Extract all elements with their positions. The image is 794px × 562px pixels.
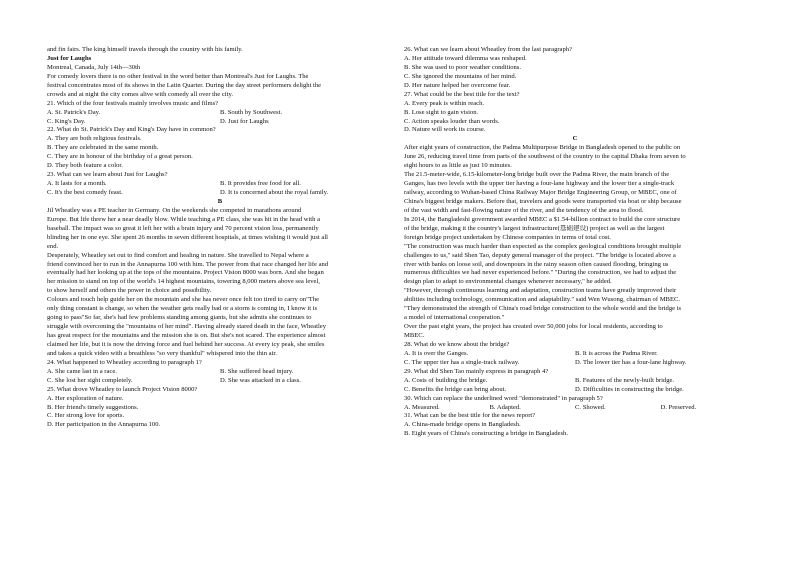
text-line: Colours and touch help guide her on the mountain and she has never once felt too tired to carry on"The [47,296,320,304]
answer-option: D. Preserved. [660,403,697,411]
text-line: of the vast width and fast-flowing nature of the river, and the tendency of the area to flood. [404,206,644,214]
text-line: D. Her participation in the Annapurna 100. [47,421,161,429]
answer-option: A. It lasts for a month. [47,180,107,188]
answer-option: B. It provides free food for all. [220,180,301,188]
text-line: friend convinced her to run in the Annapurna 100 with him. The power from that race changed her life and [47,260,329,268]
text-line: a model of international cooperation." [404,314,505,322]
text-line: abilities including technology, communication and adaptability." said Wen Wusong, chairman of MBEC. [404,296,681,304]
text-line: going to pass"So far, she's had few problems standing among giants, but she admits she continues to [47,314,312,322]
text-line: D. Nature will work its course. [404,126,486,134]
text-line: 26. What can we learn about Wheatley from the last paragraph? [404,46,573,53]
text-line: 29. What did Shen Tao mainly express in paragraph 4? [404,367,549,375]
text-line: A. Every peak is within reach. [404,99,485,107]
text-line: and fin fairs. The king himself travels through the country with his family. [47,46,243,53]
text-line: Ganges, has two levels with the upper tier having a four-lane highway and the lower tier a single-track [404,180,675,188]
answer-options-row [47,118,393,127]
answer-option: C. It's the best comedy feast. [47,189,123,196]
text-line: has great respect for the mountains and the mission she is on. But she's not scared. The experience almost [47,332,326,339]
answer-options-row [47,189,393,198]
text-line: After eight years of construction, the Padma Multipurpose Bridge in Bangladesh opened to the public on [404,144,681,152]
text-line: D. Her nature helped her overcome fear. [404,81,511,89]
answer-option: B. It is across the Padma River. [575,349,658,357]
section-heading: B [217,197,223,205]
text-line: "The construction was much harder than expected as the complex geological conditions brought multiple [404,242,682,250]
text-line: and takes a quick video with a breathless "so very thankful" whispered into the thin air. [47,349,277,357]
text-line: river with banks on loose soil, and downpours in the rainy season often caused flooding, bringing us [404,260,669,268]
text-line: railway, according to Wuhan-based China Railway Major Bridge Engineering Group, or MBEC, one of [404,189,677,196]
answer-options-row [404,350,746,359]
text-line: of the bridge, making it the country's largest infrastructure(基础建设) project as well as the largest [404,224,665,232]
answer-option: A. St. Patrick's Day. [47,108,101,116]
text-line: festival concentrates most of its shows in the Latin Quarter. During the day street performers delight the [47,81,322,89]
text-line: "They demonstrated the strength of China's road bridge construction to the whole world and the bridge is [404,305,682,313]
text-line: eight hours to as little as just 10 minutes. [404,162,512,170]
text-line: claimed her life, but it is now the driving force and fuel behind her success. At every icy peak, she smiles [47,340,325,348]
text-line: blinding her in one eye. She spent 26 months in seven different hospitals, at times wishing it would just all [47,233,328,241]
answer-option: B. She suffered head injury. [220,367,294,375]
text-line: B. She was used to poor weather conditions. [404,63,522,71]
text-line: B. Eight years of China's constructing a bridge in Bangladesh. [404,430,568,438]
text-line: Montreal, Canada, July 14th—30th [47,63,141,71]
text-line: 28. What do we know about the bridge? [404,340,510,348]
answer-option: C. Benefits the bridge can bring about. [404,385,507,393]
text-line: A. They are both religious festivals. [47,135,142,143]
text-line: crowds and at night the city comes alive with comedy all over the city. [47,90,233,98]
festival-title: Just for Laughs [47,54,92,62]
text-line: only thing constant is change, so when the weather gets really bad or a storm is coming in, I know it is [47,305,318,313]
text-line: Over the past eight years, the project has created over 50,000 jobs for local residents, according to [404,323,663,331]
text-line: 27. What could be the best title for the text? [404,90,520,98]
text-line: A. Her exploration of nature. [47,394,124,402]
text-line: Jil Wheatley was a PE teacher in Germany. On the weekends she competed in marathons around [47,206,302,214]
answer-option: C. The upper tier has a single-track railway. [404,358,520,366]
text-line: C. They are in honour of the birthday of a great person. [47,153,193,161]
text-line: B. They are celebrated in the same month. [47,144,159,152]
answer-option: C. She lost her sight completely. [47,376,133,384]
text-line: B. Her friend's timely suggestions. [47,403,139,411]
text-line: C. Her strong love for sports. [47,412,125,420]
answer-option: A. She came last in a race. [47,367,117,375]
text-line: A. China-made bridge opens in Bangladesh. [404,421,521,429]
answer-option: A. Measured. [404,403,440,411]
answer-option: C. Showed. [575,403,606,411]
text-line: B. Lose sight to gain vision. [404,108,479,116]
answer-options-row [404,386,746,395]
answer-option: D. It is concerned about the royal family. [220,189,329,196]
text-line: baseball. The impact was so great it left her with a brain injury and 70 percent vision loss, permanently [47,224,319,232]
text-line: C. Action speaks louder than words. [404,117,500,125]
left-column [47,46,393,430]
text-line: Europe. But life threw her a near deadly blow. While teaching a PE class, she was hit in the head with a [47,215,321,223]
text-line: foreign bridge project undertaken by Chinese companies in terms of total cost. [404,233,611,241]
text-line: struggle with overcoming the "mountains of her mind". Having already stared death in the face, Wheatley [47,323,326,331]
answer-options-row [47,377,393,386]
answer-options-row [47,180,393,189]
text-line: her mission to stand on top of the world's 14 highest mountains, towering 8,000 meters above sea level, [47,278,320,286]
text-line: 24. What happened to Wheatley according to paragraph 1? [47,358,202,366]
text-line: eventually had her looking up at the tops of the mountains. Project Vision 8000 was born. And she began [47,269,324,277]
text-line: China's biggest bridge makers. Before that, travelers and goods were transported via boat or ship because [404,197,682,205]
text-line: design plan to adapt to environmental changes whenever necessary," he added. [404,278,612,286]
text-line: In 2014, the Bangladeshi government awarded MBEC a $1.54-billion contract to build the core structure [404,215,681,223]
answer-option: A. It is over the Ganges. [404,349,469,357]
answer-option: B. Features of the newly-built bridge. [575,376,675,384]
text-line: 22. What do St. Patrick's Day and King's Day have in common? [47,126,216,134]
section-heading: C [572,135,578,143]
text-line: June 26, reducing travel time from parts of the southwest of the country to the capital Dhaka from seven to [404,153,686,161]
text-line: 25. What drove Wheatley to launch Project Vision 8000? [47,385,198,393]
text-line: 21. Which of the four festivals mainly involves music and films? [47,99,219,107]
answer-options-row [404,404,746,413]
answer-option: B. Adapted. [489,403,521,411]
answer-option: D. Just for Laughs [220,117,269,125]
answer-option: D. Difficulties in constructing the bridge. [575,385,684,393]
text-line: MBEC. [404,332,425,339]
answer-option: D. The lower tier has a four-lane highway. [575,358,687,366]
text-line: to show herself and others the power in choice and possibility. [47,287,212,295]
answer-option: A. Costs of building the bridge. [404,376,488,384]
text-line: C. She ignored the mountains of her mind. [404,72,517,80]
text-line: "However, through continuous learning and adaptation, construction teams have greatly improved their [404,287,677,295]
text-line: 30. Which can replace the underlined word "demonstrated" in paragraph 5? [404,394,603,402]
text-line: Desperately, Wheatley set out to find comfort and healing in nature. She travelled to Nepal where a [47,251,309,259]
right-column [404,46,746,439]
text-line: For comedy lovers there is no other festival in the word better than Montreal's Just for Laughs. The [47,72,309,80]
answer-option: D. She was attacked in a class. [220,376,301,384]
text-line: D. They both feature a color. [47,162,123,170]
answer-option: C. King's Day. [47,117,86,125]
answer-options-row [47,368,393,377]
text-line: numerous difficulties we had never experienced before." "During the construction, we had to adjust the [404,269,677,277]
answer-options-row [404,377,746,386]
text-line: end. [47,242,59,250]
answer-options-row [47,109,393,118]
answer-options-row [404,359,746,368]
text-line: A. Her attitude toward dilemma was reshaped. [404,54,527,62]
text-line: challenges to us," said Shen Tao, deputy general manager of the project. "The bridge is located above a [404,251,676,259]
text-line: The 21.5-meter-wide, 6.15-kilometer-long bridge built over the Padma River, the main branch of the [404,171,670,179]
answer-option: B. South by Southwest. [220,108,283,116]
text-line: 23. What can we learn about Just for Laughs? [47,171,168,179]
text-line: 31. What can be the best title for the news report? [404,412,536,420]
